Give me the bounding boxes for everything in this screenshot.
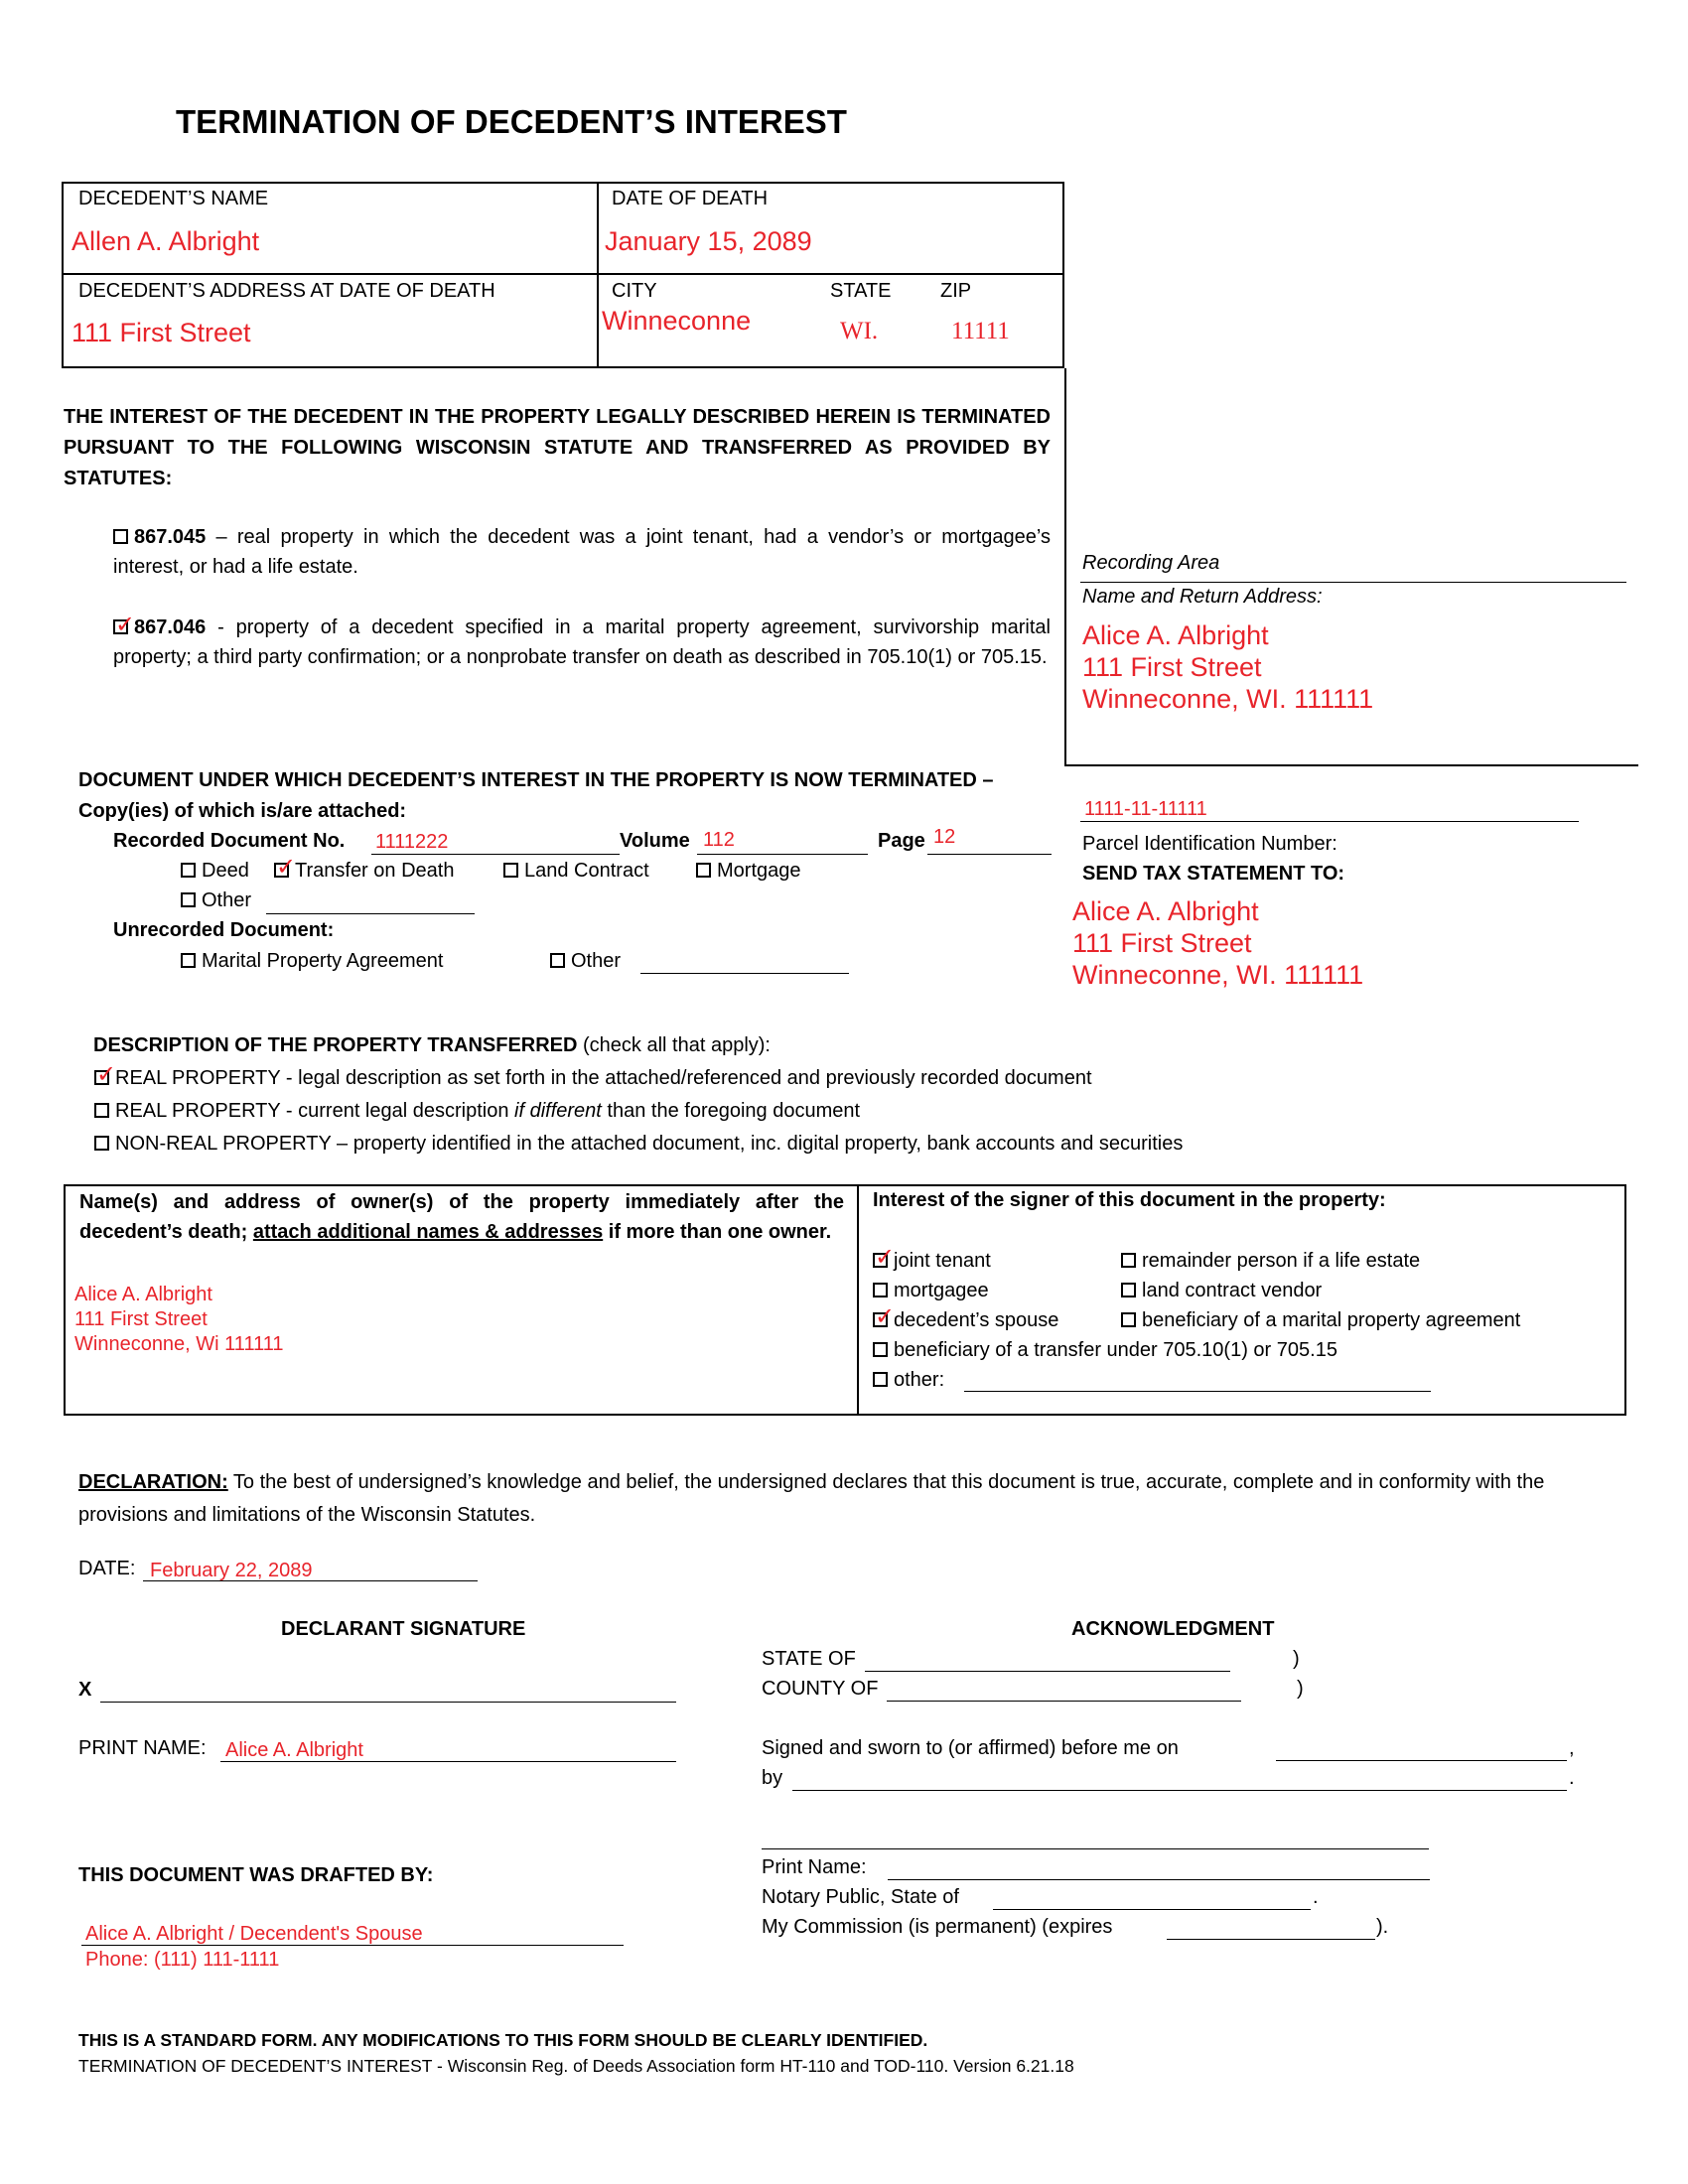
statute-867-045-checkbox[interactable] [113,529,128,544]
county-of-label: COUNTY OF [762,1678,879,1700]
owners-interest-divider [857,1184,859,1416]
checkbox[interactable] [873,1253,888,1268]
checkbox[interactable] [1121,1253,1136,1268]
checkbox[interactable] [1121,1283,1136,1297]
grid-divider-vertical [597,182,599,368]
recording-area-border [1064,368,1066,765]
by-period: . [1569,1767,1575,1789]
recorded-doc-number[interactable]: 1111222 [375,831,449,853]
description-item-current-legal[interactable] [94,1100,860,1123]
commission-end: ). [1376,1916,1389,1938]
unrecorded-label: Unrecorded Document: [113,919,335,941]
decedent-name-label: DECEDENT’S NAME [78,188,269,209]
owners-heading-pre: Name(s) and address of owner(s) of the property immediately after the decedent’s death; [79,1191,844,1243]
parcel-label: Parcel Identification Number: [1082,833,1337,855]
signature-x-mark: X [78,1679,92,1701]
notary-state-label: Notary Public, State of [762,1886,959,1908]
state-of-label: STATE OF [762,1648,856,1670]
doc-type-deed[interactable] [181,860,249,883]
commission-line[interactable] [1167,1939,1375,1940]
interest-label: decedent’s spouse [894,1309,1059,1331]
owners-heading-underline: attach additional names & addresses [252,1221,604,1243]
tax-statement-label: SEND TAX STATEMENT TO: [1082,863,1345,885]
checkbox[interactable] [873,1372,888,1387]
signer-interest-heading: Interest of the signer of this document in the property: [873,1189,1386,1211]
owners-heading [79,1187,844,1247]
doc-type-land-contract[interactable] [503,860,649,883]
description-item-text-post: than the foregoing document [601,1100,861,1122]
doc-type-label: Deed [202,860,249,882]
state-of-line[interactable] [865,1671,1230,1672]
decedent-name[interactable]: Allen A. Albright [71,226,260,256]
tax-address-line-1[interactable]: Alice A. Albright [1072,896,1259,926]
date-of-death-label: DATE OF DEATH [612,188,769,209]
owner-line-3[interactable]: Winneconne, Wi 111111 [74,1333,284,1355]
interest-label: joint tenant [894,1250,991,1272]
page-line [927,854,1052,855]
city-label: CITY [612,280,657,302]
zip-label: ZIP [940,280,972,302]
statute-867-046-checkbox[interactable] [113,619,128,634]
doc-type-label: Mortgage [717,860,801,882]
notary-print-name-label: Print Name: [762,1856,867,1878]
drafted-by-name[interactable]: Alice A. Albright / Decendent's Spouse [85,1923,423,1945]
recording-area-label: Recording Area [1082,552,1220,574]
doc-type-other-line [266,913,475,914]
decedent-city[interactable]: Winneconne [602,306,752,336]
mpa-label: Marital Property Agreement [202,950,444,972]
drafted-by-label: THIS DOCUMENT WAS DRAFTED BY: [78,1864,434,1886]
interest-transfer-beneficiary[interactable] [873,1339,1337,1362]
statute-intro: THE INTEREST OF THE DECEDENT IN THE PROPERTY LEGALLY DESCRIBED HEREIN IS TERMINATED PURSUANT TO THE FOLLOWING WISCONSIN STATUTE AND TRANSFERRED AS PROVIDED BY STATUTES: [64,406,1051,489]
interest-decedents-spouse[interactable] [873,1309,1058,1332]
interest-remainder-person[interactable] [1121,1250,1420,1273]
doc-type-mortgage[interactable] [696,860,801,883]
volume-value[interactable]: 112 [703,829,735,851]
description-item-text: NON-REAL PROPERTY – property identified in the attached document, inc. digital property, bank accounts and securities [115,1133,1184,1155]
tax-address-line-2[interactable]: 111 First Street [1072,928,1252,958]
notary-print-name-line[interactable] [888,1879,1430,1880]
doc-type-transfer-on-death[interactable] [274,860,454,883]
recording-area-rule [1080,582,1626,583]
statute-code: 867.046 [134,616,207,638]
declaration [78,1466,1608,1532]
by-label: by [762,1767,783,1789]
owners-heading-post: if more than one owner. [603,1221,832,1243]
checkbox[interactable] [873,1283,888,1297]
decedent-state[interactable]: WI. [840,318,879,344]
description-heading [93,1034,771,1057]
notary-state-period: . [1313,1886,1319,1908]
state-label: STATE [830,280,892,302]
signature-line[interactable] [100,1702,676,1703]
description-item-text: REAL PROPERTY - legal description as set forth in the attached/referenced and previously recorded document [115,1067,1092,1089]
grid-divider-horizontal [62,273,1064,275]
statute-text: – real property in which the decedent was a joint tenant, had a vendor’s or mortgagee’s interest, or had a life estate. [113,526,1051,578]
statute-text: - property of a decedent specified in a marital property agreement, survivorship marital property; a third party confirmation; or a nonprobate transfer on death as described in 705.10(1) or 705.15. [113,616,1051,668]
decedent-address-label: DECEDENT’S ADDRESS AT DATE OF DEATH [78,280,495,302]
doc-type-other[interactable] [181,889,251,912]
interest-label: mortgagee [894,1280,989,1301]
parcel-line [1080,821,1579,822]
drafted-by-phone[interactable]: Phone: (111) 111-1111 [85,1949,280,1971]
footer-version: TERMINATION OF DECEDENT’S INTEREST - Wisconsin Reg. of Deeds Association form HT-110 and TOD-110. Version 6.21.18 [78,2056,1074,2076]
interest-mpa-beneficiary[interactable] [1121,1309,1520,1332]
interest-label: land contract vendor [1142,1280,1323,1301]
copies-label: Copy(ies) of which is/are attached: [78,800,407,822]
checkbox[interactable] [181,863,196,878]
checkbox[interactable] [181,892,196,907]
tax-address-line-3[interactable]: Winneconne, WI. 111111 [1072,960,1364,990]
doc-type-label: Other [202,889,252,911]
commission-label: My Commission (is permanent) (expires [762,1916,1113,1938]
return-address-line-2[interactable]: 111 First Street [1082,652,1262,682]
date-label: DATE: [78,1558,136,1579]
by-line[interactable] [792,1790,1567,1791]
notary-signature-line[interactable] [762,1848,1429,1849]
checkbox[interactable] [274,863,289,878]
unrecorded-other-line [640,973,849,974]
description-item-real-property[interactable] [94,1067,1092,1090]
statute-867-046[interactable] [113,613,1051,672]
declaration-label: DECLARATION: [78,1471,228,1493]
interest-label: other: [894,1369,945,1391]
print-name-value[interactable]: Alice A. Albright [225,1739,363,1761]
sworn-comma: , [1569,1737,1575,1759]
drafted-by-line [81,1945,624,1946]
unrecorded-other[interactable] [550,950,621,973]
description-heading-note: (check all that apply): [577,1034,771,1056]
volume-label: Volume [620,830,690,852]
page-value[interactable]: 12 [933,826,956,848]
footer-notice: THIS IS A STANDARD FORM. ANY MODIFICATIONS TO THIS FORM SHOULD BE CLEARLY IDENTIFIED. [78,2030,928,2050]
checkbox[interactable] [94,1070,109,1085]
acknowledgment-heading: ACKNOWLEDGMENT [1071,1618,1275,1640]
description-item-text: REAL PROPERTY - current legal description [115,1100,515,1122]
statute-code: 867.045 [134,526,207,548]
recorded-doc-line [371,854,620,855]
print-name-label: PRINT NAME: [78,1737,207,1759]
description-heading-bold: DESCRIPTION OF THE PROPERTY TRANSFERRED [93,1034,578,1056]
sworn-date-line[interactable] [1276,1760,1567,1761]
statute-867-045[interactable] [113,522,1051,582]
decedent-zip[interactable]: 11111 [951,318,1010,344]
decedent-address[interactable]: 111 First Street [71,318,251,347]
checkbox[interactable] [873,1342,888,1357]
date-of-death[interactable]: January 15, 2089 [605,226,812,256]
interest-other[interactable] [873,1369,944,1392]
interest-land-contract-vendor[interactable] [1121,1280,1322,1302]
page-title: TERMINATION OF DECEDENT’S INTEREST [176,103,847,140]
checkbox[interactable] [873,1312,888,1327]
sworn-label: Signed and sworn to (or affirmed) before me on [762,1737,1179,1759]
declaration-date[interactable]: February 22, 2089 [150,1560,313,1581]
interest-label: remainder person if a life estate [1142,1250,1421,1272]
county-of-paren: ) [1297,1678,1304,1700]
return-address-label: Name and Return Address: [1082,586,1323,608]
unrecorded-mpa[interactable] [181,950,443,973]
doc-type-label: Land Contract [524,860,649,882]
owner-line-1[interactable]: Alice A. Albright [74,1284,212,1305]
recorded-doc-label: Recorded Document No. [113,830,346,852]
state-of-paren: ) [1293,1648,1300,1670]
owner-line-2[interactable]: 111 First Street [74,1308,208,1330]
doc-type-label: Transfer on Death [295,860,455,882]
description-item-italic: if different [514,1100,602,1122]
interest-label: beneficiary of a marital property agreement [1142,1309,1521,1331]
checkbox[interactable] [696,863,711,878]
return-address-line-1[interactable]: Alice A. Albright [1082,620,1269,650]
page-label: Page [878,830,925,852]
interest-mortgagee[interactable] [873,1280,989,1302]
checkbox[interactable] [94,1103,109,1118]
checkbox[interactable] [550,953,565,968]
volume-line [697,854,868,855]
county-of-line[interactable] [887,1701,1241,1702]
other-label: Other [571,950,622,972]
interest-joint-tenant[interactable] [873,1250,991,1273]
notary-state-line[interactable] [993,1909,1311,1910]
recording-area-bottom [1064,764,1638,766]
declarant-signature-heading: DECLARANT SIGNATURE [281,1618,526,1640]
parcel-number[interactable]: 1111-11-11111 [1084,798,1207,820]
checkbox[interactable] [181,953,196,968]
interest-other-line [964,1391,1431,1392]
checkbox[interactable] [503,863,518,878]
return-address-line-3[interactable]: Winneconne, WI. 111111 [1082,684,1374,714]
checkbox[interactable] [1121,1312,1136,1327]
description-item-non-real[interactable] [94,1133,1183,1156]
checkbox[interactable] [94,1136,109,1151]
declaration-text: To the best of undersigned’s knowledge and belief, the undersigned declares that this document is true, accurate, complete and in conformity with the provisions and limitations of the Wisconsin Statutes. [78,1471,1545,1526]
interest-label: beneficiary of a transfer under 705.10(1) or 705.15 [894,1339,1337,1361]
document-heading: DOCUMENT UNDER WHICH DECEDENT’S INTEREST IN THE PROPERTY IS NOW TERMINATED – [78,769,994,791]
